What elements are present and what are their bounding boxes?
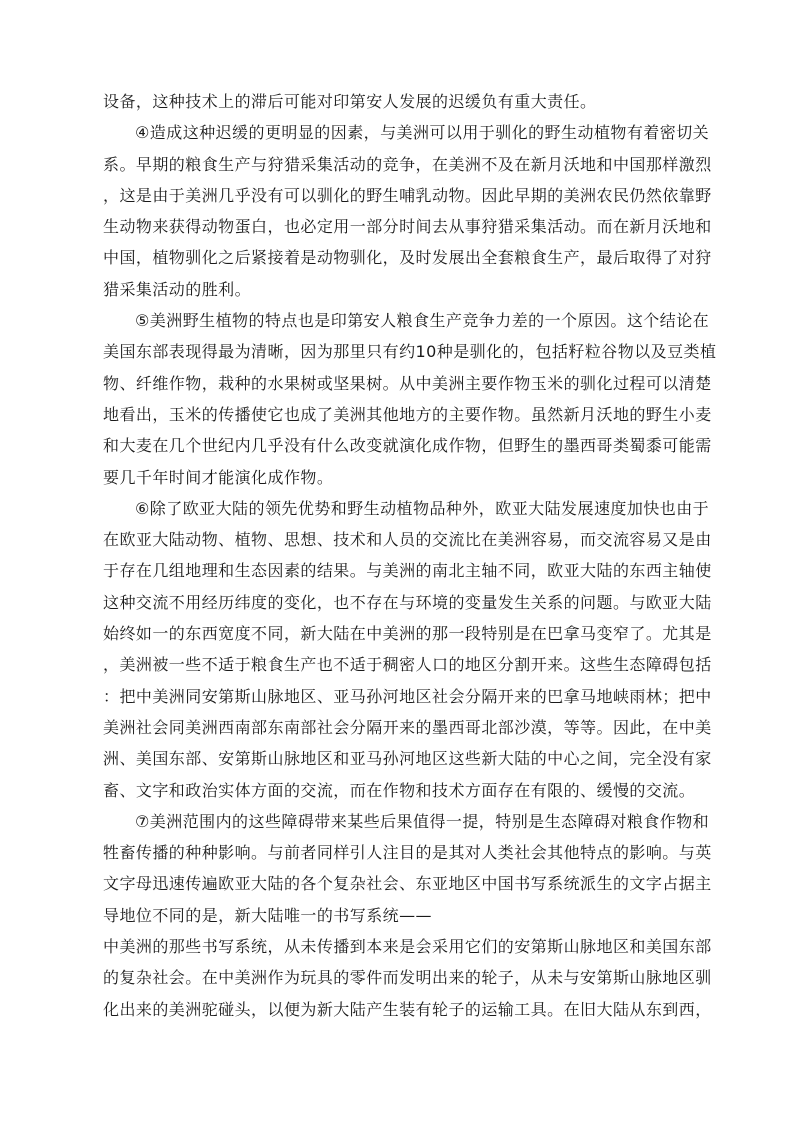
text-line: 猎采集活动的胜利。	[103, 279, 252, 299]
text-line: 畜、文字和政治实体方面的交流，而在作物和技术方面存在有限的、缓慢的交流。	[103, 780, 696, 800]
document-body	[103, 86, 717, 1025]
text-line: 物、纤维作物，栽种的水果树或坚果树。从中美洲主要作物玉米的驯化过程可以清楚	[103, 373, 712, 393]
text-line: 文字母迅速传遍欧亚大陆的各个复杂社会、东亚地区中国书写系统派生的文字占据主	[103, 874, 712, 894]
text-line: 始终如一的东西宽度不同，新大陆在中美洲的那一段特别是在巴拿马变窄了。尤其是	[103, 624, 712, 644]
text-line: ，这是由于美洲几乎没有可以驯化的野生哺乳动物。因此早期的美洲农民仍然依靠野	[103, 185, 712, 205]
text-line: 生动物来获得动物蛋白，也必定用一部分时间去从事狩猎采集活动。而在新月沃地和	[103, 217, 712, 237]
text-line: 于存在几组地理和生态因素的结果。与美洲的南北主轴不同，欧亚大陆的东西主轴使	[103, 561, 712, 581]
text-line: 牲畜传播的种种影响。与前者同样引人注目的是其对人类社会其他特点的影响。与英	[103, 843, 712, 863]
text-line: 导地位不同的是，新大陆唯一的书写系统——	[103, 905, 433, 925]
text-line: 系。早期的粮食生产与狩猎采集活动的竞争，在美洲不及在新月沃地和中国那样激烈	[103, 154, 712, 174]
text-line: 中美洲的那些书写系统，从未传播到本来是会采用它们的安第斯山脉地区和美国东部	[103, 937, 712, 957]
text-line: 美洲社会同美洲西南部东南部社会分隔开来的墨西哥北部沙漠，等等。因此，在中美	[103, 717, 712, 737]
text-line: 设备，这种技术上的滞后可能对印第安人发展的迟缓负有重大责任。	[103, 92, 597, 111]
text-line: 中国，植物驯化之后紧接着是动物驯化，及时发展出全套粮食生产，最后取得了对狩	[103, 248, 712, 268]
text-line: ，美洲被一些不适于粮食生产也不适于稠密人口的地区分割开来。这些生态障碍包括	[103, 655, 712, 675]
text-line: ⑥除了欧亚大陆的领先优势和野生动植物品种外，欧亚大陆发展速度加快也由于	[135, 498, 710, 518]
text-line: 美国东部表现得最为清晰，因为那里只有约10种是驯化的，包括籽粒谷物以及豆类植	[103, 342, 717, 362]
text-line: ⑤美洲野生植物的特点也是印第安人粮食生产竞争力差的一个原因。这个结论在	[135, 311, 710, 331]
text-line: 在欧亚大陆动物、植物、思想、技术和人员的交流比在美洲容易，而交流容易又是由	[103, 530, 712, 550]
text-line: ④造成这种迟缓的更明显的因素，与美洲可以用于驯化的野生动植物有着密切关	[135, 123, 710, 143]
text-line: 要几千年时间才能演化成作物。	[103, 467, 334, 487]
text-line: ：把中美洲同安第斯山脉地区、亚马孙河地区社会分隔开来的巴拿马地峡雨林；把中	[103, 686, 712, 706]
text-line: ⑦美洲范围内的这些障碍带来某些后果值得一提，特别是生态障碍对粮食作物和	[135, 811, 710, 831]
text-line: 和大麦在几个世纪内几乎没有什么改变就演化成作物，但野生的墨西哥类蜀黍可能需	[103, 436, 712, 456]
text-line: 的复杂社会。在中美洲作为玩具的零件而发明出来的轮子，从未与安第斯山脉地区驯	[103, 968, 712, 988]
text-line: 地看出，玉米的传播使它也成了美洲其他地方的主要作物。虽然新月沃地的野生小麦	[103, 404, 712, 424]
text-line: 这种交流不用经历纬度的变化，也不存在与环境的变量发生关系的问题。与欧亚大陆	[103, 592, 712, 612]
text-line: 洲、美国东部、安第斯山脉地区和亚马孙河地区这些新大陆的中心之间，完全没有家	[103, 749, 712, 769]
text-line: 化出来的美洲驼碰头，以便为新大陆产生装有轮子的运输工具。在旧大陆从东到西，	[103, 999, 712, 1019]
